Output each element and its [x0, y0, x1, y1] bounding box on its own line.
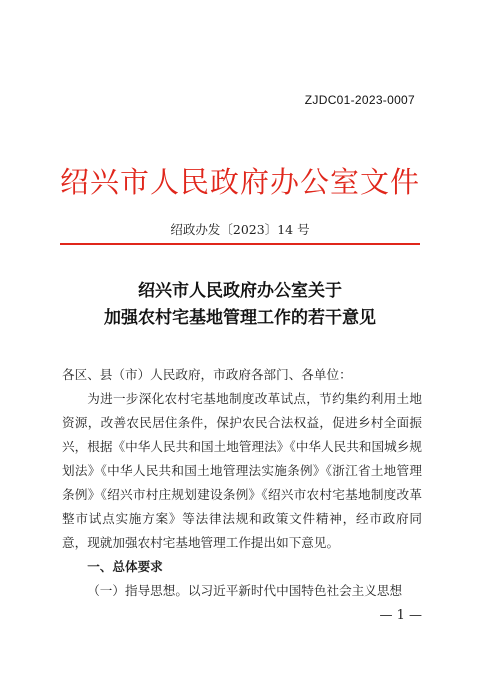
page-number: — 1 — [379, 608, 422, 623]
title-line-2: 加强农村宅基地管理工作的若干意见 [104, 308, 376, 328]
red-header-title: 绍兴市人民政府办公室文件 [59, 165, 420, 199]
section-heading: 一、总体要求 [87, 559, 163, 574]
document-body [62, 363, 422, 603]
red-divider [60, 243, 420, 245]
document-code: ZJDC01-2023-0007 [304, 93, 415, 107]
salutation: 各区、县（市）人民政府，市政府各部门、各单位： [62, 367, 352, 382]
document-number: 绍政办发〔2023〕14 号 [170, 222, 310, 237]
title-line-1: 绍兴市人民政府办公室关于 [138, 281, 342, 301]
document-title [0, 278, 480, 332]
intro-paragraph: 为进一步深化农村宅基地制度改革试点，节约集约利用土地资源，改善农民居住条件，保护农民合法权益，促进乡村全面振兴，根据《中华人民共和国土地管理法》《中华人民共和国城乡规划法》《中华人民共和国土地管理法实施条例》《浙江省土地管理条例》《绍兴市村庄规划建设条例》《绍兴市农村宅基地制度改革整市试点实施方案》等法律法规和政策文件精神，经市政府同意，现就加强农村宅基地管理工作提出如下意见。 [62, 391, 422, 550]
subsection-text: （一）指导思想。以习近平新时代中国特色社会主义思想 [87, 583, 403, 598]
